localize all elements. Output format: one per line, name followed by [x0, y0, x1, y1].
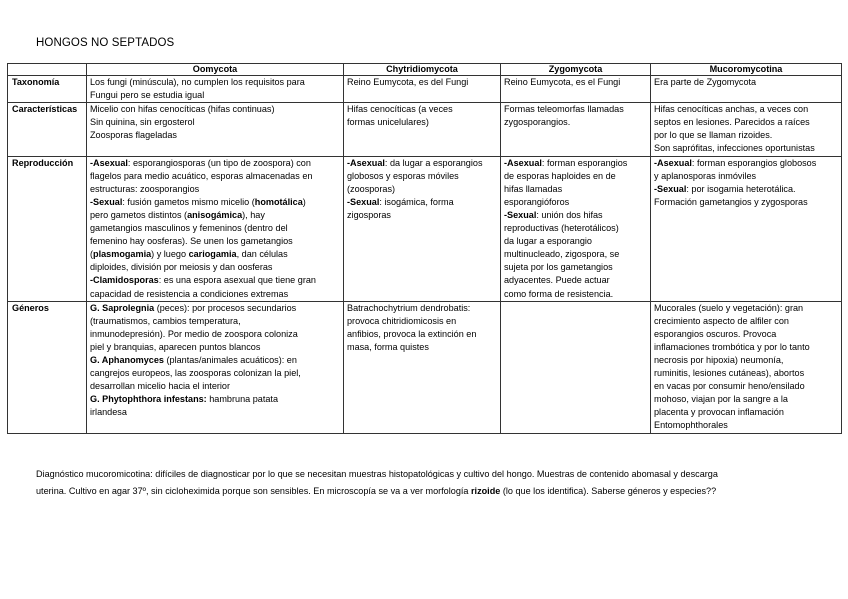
cell-line: inmunodepresión). Por medio de zoospora coloniza [90, 328, 298, 339]
cell-line: (zoosporas) [347, 183, 396, 194]
cell-line: flagelos para medio acuático, esporas almacenadas en [90, 170, 313, 181]
cell-line: placenta y provocan inflamación [654, 407, 784, 418]
cell-line: gametangios masculinos y femeninos (dentro del [90, 223, 288, 234]
cell-line: anfibios, provoca la extinción en [347, 328, 477, 339]
diagnostic-note [36, 466, 826, 500]
cell-line: crecimiento aspecto de alfiler con [654, 315, 789, 326]
cell-line: esporangios oscuros. Provoca [654, 328, 777, 339]
cell-line: -Asexual: esporangiosporas (un tipo de zoospora) con [90, 157, 311, 168]
cell-line: Son saprófitas, infecciones oportunistas [654, 143, 815, 154]
cell-line: zigosporas [347, 209, 391, 220]
cell-line: -Clamidosporas: es una espora asexual que tiene gran [90, 275, 316, 286]
cell-line: sujeta por los gametangios [504, 262, 613, 273]
cell-line: inflamaciones trombótica y por lo tanto [654, 341, 810, 352]
cell-mucoromycotina [651, 156, 842, 301]
cell-zygomycota [501, 301, 651, 433]
row-label: Taxonomía [8, 76, 87, 103]
cell-line: estructuras: zoosporangios [90, 183, 200, 194]
cell-line: -Sexual: isogámica, forma [347, 196, 454, 207]
cell-line: cangrejos europeos, las zoosporas colonizan la piel, [90, 368, 301, 379]
row-label: Reproducción [8, 156, 87, 301]
cell-line: de esporas haploides en de [504, 170, 616, 181]
cell-line: como forma de resistencia. [504, 288, 614, 299]
cell-line: Zoosporas flageladas [90, 130, 177, 141]
page-title: HONGOS NO SEPTADOS [36, 37, 175, 49]
cell-zygomycota [501, 76, 651, 103]
cell-line: G. Phytophthora infestans: hambruna patata [90, 394, 279, 405]
cell-line: masa, forma quistes [347, 341, 429, 352]
cell-line: mohoso, viajan por la sangre a la [654, 394, 788, 405]
cell-line: -Asexual: forman esporangios [504, 157, 628, 168]
cell-chytridiomycota [344, 156, 501, 301]
cell-line: Reino Eumycota, es el Fungi [504, 77, 621, 87]
cell-oomycota [87, 156, 344, 301]
cell-oomycota [87, 76, 344, 103]
cell-line: Formas teleomorfas llamadas [504, 104, 624, 115]
cell-line: -Sexual: fusión gametos mismo micelio (homotálica) [90, 196, 306, 207]
cell-line: globosos y esporas móviles [347, 170, 459, 181]
table-row [8, 301, 842, 433]
table-row [8, 156, 842, 301]
cell-line: Formación gametangios y zygosporas [654, 196, 808, 207]
cell-zygomycota [501, 103, 651, 156]
row-label: Géneros [8, 301, 87, 433]
cell-chytridiomycota [344, 103, 501, 156]
cell-line: -Asexual: da lugar a esporangios [347, 157, 483, 168]
cell-line: -Sexual: unión dos hifas [504, 209, 603, 220]
cell-mucoromycotina [651, 76, 842, 103]
cell-line: hifas llamadas [504, 183, 563, 194]
cell-line: -Sexual: por isogamia heterotálica. [654, 183, 796, 194]
cell-line: adyacentes. Puede actuar [504, 275, 610, 286]
cell-line: Sin quinina, sin ergosterol [90, 117, 195, 128]
cell-line: Micelio con hifas cenocíticas (hifas continuas) [90, 104, 275, 115]
cell-mucoromycotina [651, 103, 842, 156]
cell-line: Reino Eumycota, es del Fungi [347, 77, 469, 87]
cell-line: (plasmogamia) y luego cariogamia, dan células [90, 249, 288, 260]
cell-line: multinucleado, zigospora, se [504, 249, 620, 260]
table-header-row [8, 64, 842, 76]
header-oomycota: Oomycota [87, 64, 344, 76]
cell-line: irlandesa [90, 407, 127, 418]
cell-line: y aplanosporas inmóviles [654, 170, 757, 181]
header-empty [8, 64, 87, 76]
cell-chytridiomycota [344, 301, 501, 433]
cell-mucoromycotina [651, 301, 842, 433]
cell-line: provoca chitridiomicosis en [347, 315, 457, 326]
cell-line: da lugar a esporangio [504, 236, 592, 247]
cell-line: G. Saprolegnia (peces): por procesos secundarios [90, 302, 297, 313]
cell-line: Fungui pero se estudia igual [90, 90, 205, 101]
cell-line: diploides, división por meiosis y dan oosferas [90, 262, 273, 273]
header-zygomycota: Zygomycota [501, 64, 651, 76]
cell-line: pero gametos distintos (anisogámica), hay [90, 209, 265, 220]
cell-line: capacidad de resistencia a condiciones extremas [90, 288, 289, 299]
cell-line: zygosporangios. [504, 117, 571, 128]
cell-line: necrosis por hipoxia) neumonía, [654, 354, 784, 365]
row-label: Características [8, 103, 87, 156]
cell-line: femenino hay oosferas). Se unen los gametangios [90, 236, 293, 247]
cell-line: G. Aphanomyces (plantas/animales acuáticos): en [90, 354, 297, 365]
fungi-comparison-table [7, 63, 842, 434]
cell-line: Era parte de Zygomycota [654, 77, 757, 87]
cell-line: formas unicelulares) [347, 117, 429, 128]
note-line: uterina. Cultivo en agar 37º, sin cicloheximida porque son sensibles. En microscopía se va a ver morfología rizoide (lo que los identifica). Saberse géneros y especies?? [36, 486, 717, 496]
cell-chytridiomycota [344, 76, 501, 103]
cell-line: desarrollan micelio hacia el interior [90, 381, 231, 392]
cell-oomycota [87, 301, 344, 433]
cell-line: ruminitis, lesiones cutáneas), abortos [654, 368, 805, 379]
cell-line: (traumatismos, cambios temperatura, [90, 315, 241, 326]
header-chytridiomycota: Chytridiomycota [344, 64, 501, 76]
cell-line: -Asexual: forman esporangios globosos [654, 157, 817, 168]
table-row [8, 103, 842, 156]
cell-line: en vacas por consumir heno/ensilado [654, 381, 805, 392]
cell-line: Hifas cenocíticas anchas, a veces con [654, 104, 809, 115]
header-mucoromycotina: Mucoromycotina [651, 64, 842, 76]
cell-line: Los fungi (minúscula), no cumplen los requisitos para [90, 77, 305, 87]
cell-line: reproductivas (heterotálicos) [504, 223, 619, 234]
cell-line: Entomophthorales [654, 420, 728, 431]
cell-zygomycota [501, 156, 651, 301]
note-line: Diagnóstico mucoromicotina: difíciles de diagnosticar por lo que se necesitan muestras histopatológicas y cultivo del hongo. Muestras de contenido abomasal y descarga [36, 469, 718, 479]
table-row [8, 76, 842, 103]
cell-line: Hifas cenocíticas (a veces [347, 104, 453, 115]
cell-oomycota [87, 103, 344, 156]
cell-line: piel y branquias, aparecen puntos blancos [90, 341, 261, 352]
cell-line: por lo que se llaman rizoides. [654, 130, 773, 141]
cell-line: Batrachochytrium dendrobatis: [347, 302, 471, 313]
cell-line: septos en lesiones. Parecidos a raíces [654, 117, 810, 128]
cell-line: esporangióforos [504, 196, 570, 207]
cell-line: Mucorales (suelo y vegetación): gran [654, 302, 804, 313]
